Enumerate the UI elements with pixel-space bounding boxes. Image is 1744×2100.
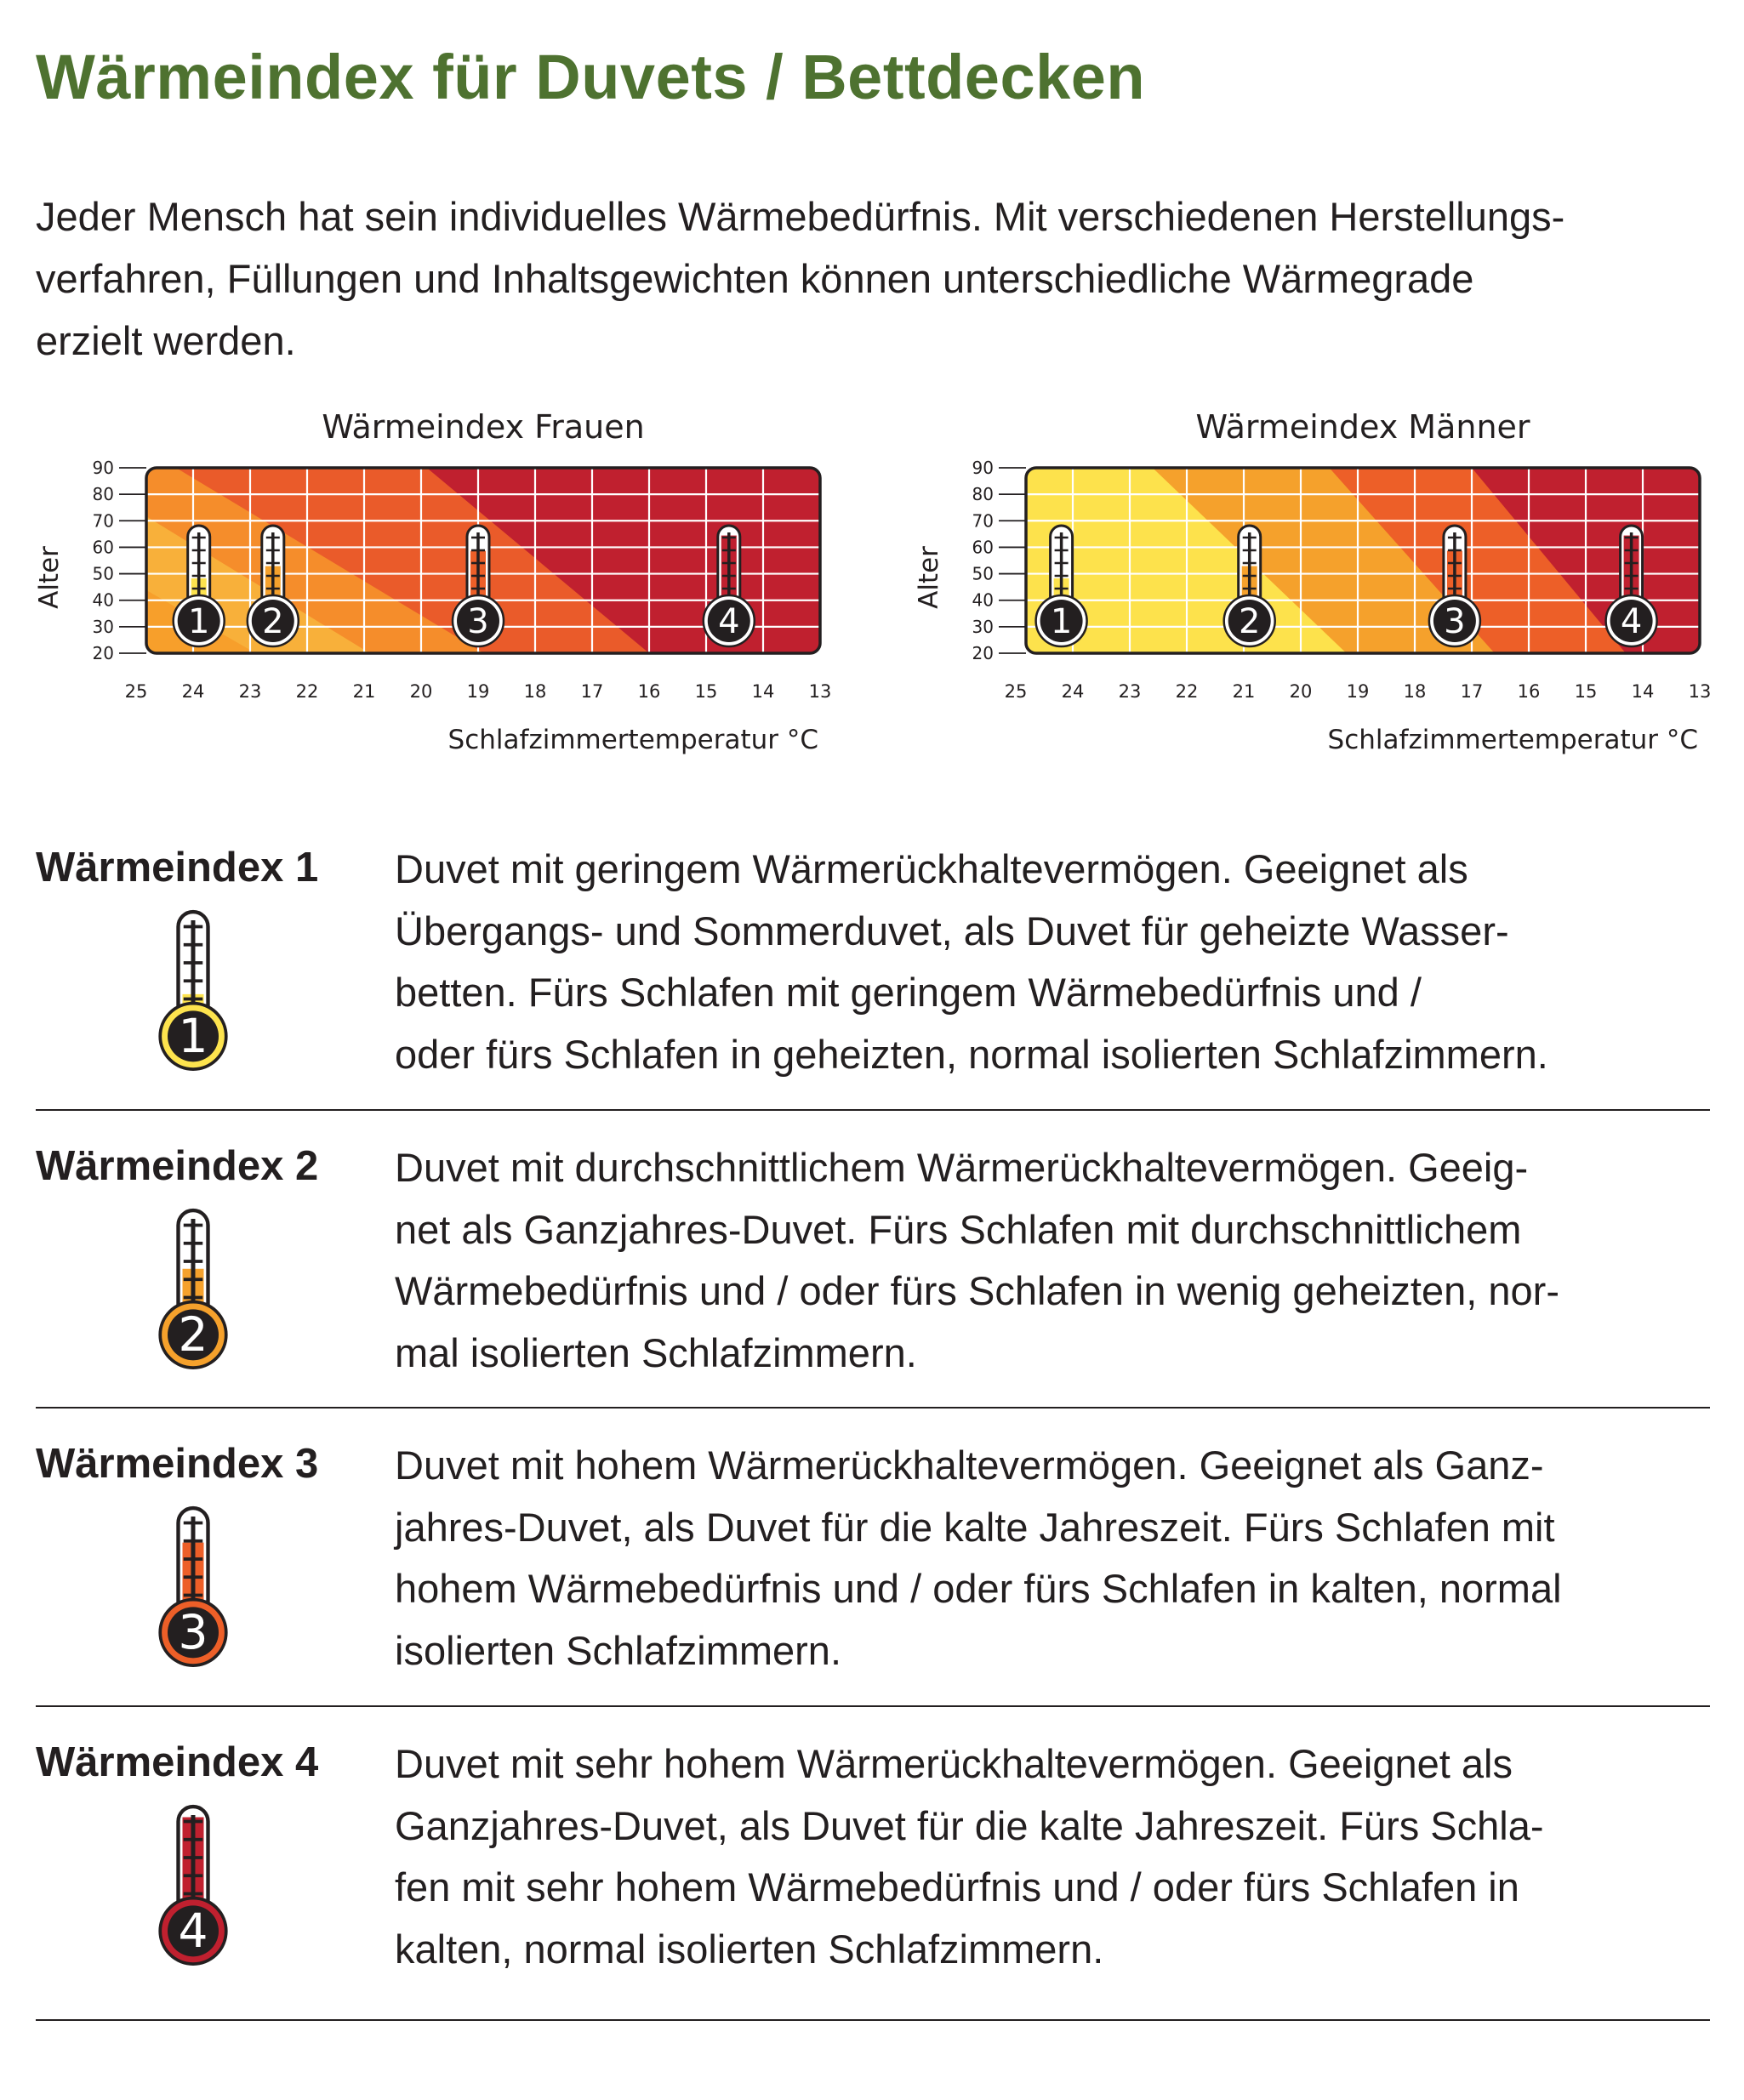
intro-line: erzielt werden. — [36, 318, 296, 363]
x-tick-label: 20 — [409, 681, 433, 702]
x-tick-label: 15 — [694, 681, 718, 702]
thermometer-number: 4 — [178, 1904, 208, 1959]
description-line: fen mit sehr hohem Wärmebedürfnis und / oder fürs Schlafen in — [395, 1864, 1519, 1909]
index-entry-description — [395, 1733, 1739, 1980]
description-line: Duvet mit sehr hohem Wärmerückhaltevermögen. Geeignet als — [395, 1741, 1513, 1786]
description-line: Ganzjahres-Duvet, als Duvet für die kalte Jahreszeit. Fürs Schla- — [395, 1802, 1544, 1848]
description-line: net als Ganzjahres-Duvet. Fürs Schlafen mit durchschnittlichem — [395, 1206, 1522, 1252]
y-tick-label: 80 — [92, 484, 114, 505]
y-axis-label: Alter — [914, 546, 944, 609]
index-entry-title: Wärmeindex 1 — [36, 845, 319, 891]
page-title: Wärmeindex für Duvets / Bettdecken — [36, 42, 1146, 112]
x-tick-label: 16 — [637, 681, 661, 702]
thermometer-number: 3 — [178, 1605, 208, 1660]
y-tick-label: 50 — [92, 563, 114, 584]
x-tick-label: 24 — [1061, 681, 1085, 702]
y-tick-label: 20 — [92, 643, 114, 663]
x-tick-label: 13 — [1688, 681, 1712, 702]
marker-number: 3 — [1444, 602, 1466, 641]
description-line: hohem Wärmebedürfnis und / oder fürs Schlafen in kalten, normal — [395, 1566, 1562, 1611]
x-tick-label: 23 — [1118, 681, 1142, 702]
marker-number: 4 — [1620, 602, 1643, 641]
description-line: mal isolierten Schlafzimmern. — [395, 1329, 917, 1375]
x-tick-label: 16 — [1517, 681, 1541, 702]
marker-number: 1 — [1050, 602, 1073, 641]
x-tick-label: 21 — [352, 681, 376, 702]
x-tick-label: 24 — [181, 681, 205, 702]
chart-title: Wärmeindex Männer — [1195, 408, 1530, 446]
description-line: betten. Fürs Schlafen mit geringem Wärmebedürfnis und / — [395, 970, 1422, 1015]
x-tick-label: 23 — [238, 681, 262, 702]
y-tick-label: 90 — [972, 458, 994, 478]
x-tick-label: 18 — [523, 681, 547, 702]
thermometer-2 — [160, 1210, 226, 1368]
x-tick-label: 17 — [1460, 681, 1484, 702]
intro-paragraph — [36, 185, 1720, 372]
y-tick-label: 20 — [972, 643, 994, 663]
x-tick-label: 25 — [1004, 681, 1028, 702]
y-tick-label: 60 — [92, 537, 114, 558]
y-tick-label: 30 — [92, 616, 114, 637]
chart-waermeindex-frauen — [26, 400, 842, 774]
description-line: isolierten Schlafzimmern. — [395, 1627, 842, 1673]
intro-line: Jeder Mensch hat sein individuelles Wärmebedürfnis. Mit verschiedenen Herstellungs- — [36, 194, 1565, 239]
chart-waermeindex-maenner — [905, 400, 1722, 774]
description-line: jahres-Duvet, als Duvet für die kalte Jahreszeit. Fürs Schlafen mit — [395, 1504, 1555, 1550]
marker-number: 1 — [187, 602, 210, 641]
y-tick-label: 70 — [972, 510, 994, 532]
y-tick-label: 80 — [972, 484, 994, 505]
intro-line: verfahren, Füllungen und Inhaltsgewichten können unterschiedliche Wärmegrade — [36, 256, 1474, 301]
thermometer-icon — [146, 1801, 240, 1980]
thermometer-icon — [146, 1503, 240, 1682]
description-line: kalten, normal isolierten Schlafzimmern. — [395, 1926, 1104, 1972]
index-entry-description — [395, 1435, 1739, 1682]
marker-number: 3 — [467, 602, 489, 641]
x-tick-label: 17 — [580, 681, 604, 702]
y-tick-label: 30 — [972, 616, 994, 637]
divider — [36, 2019, 1710, 2021]
marker-number: 2 — [1238, 602, 1261, 641]
y-tick-label: 50 — [972, 563, 994, 584]
y-axis-label: Alter — [34, 546, 65, 609]
x-tick-label: 22 — [1175, 681, 1199, 702]
x-tick-label: 20 — [1289, 681, 1313, 702]
x-tick-label: 21 — [1232, 681, 1256, 702]
x-tick-label: 19 — [466, 681, 490, 702]
thermometer-3 — [160, 1508, 226, 1665]
description-line: Übergangs- und Sommerduvet, als Duvet für geheizte Wasser- — [395, 908, 1509, 953]
divider — [36, 1705, 1710, 1707]
description-line: Duvet mit geringem Wärmerückhaltevermögen. Geeignet als — [395, 846, 1468, 891]
x-tick-label: 25 — [124, 681, 148, 702]
y-tick-label: 70 — [92, 510, 114, 532]
x-tick-label: 19 — [1346, 681, 1370, 702]
index-entry-title: Wärmeindex 3 — [36, 1441, 319, 1487]
x-tick-label: 22 — [295, 681, 319, 702]
thermometer-icon — [146, 1205, 240, 1384]
index-entry-description — [395, 1137, 1739, 1384]
chart-title: Wärmeindex Frauen — [322, 408, 645, 446]
thermometer-4 — [160, 1807, 226, 1964]
x-tick-label: 14 — [751, 681, 775, 702]
divider — [36, 1109, 1710, 1111]
index-entry-title: Wärmeindex 4 — [36, 1739, 319, 1785]
index-entry-title: Wärmeindex 2 — [36, 1143, 319, 1189]
y-tick-label: 40 — [92, 589, 114, 611]
x-tick-label: 14 — [1631, 681, 1655, 702]
x-tick-label: 15 — [1574, 681, 1598, 702]
marker-number: 4 — [718, 602, 740, 641]
description-line: oder fürs Schlafen in geheizten, normal isolierten Schlafzimmern. — [395, 1031, 1548, 1077]
y-tick-label: 40 — [972, 589, 994, 611]
x-axis-label: Schlafzimmertemperatur °C — [447, 725, 818, 755]
description-line: Wärmebedürfnis und / oder fürs Schlafen in wenig geheizten, nor- — [395, 1268, 1559, 1313]
description-line: Duvet mit durchschnittlichem Wärmerückhaltevermögen. Geeig- — [395, 1145, 1529, 1190]
thermometer-number: 2 — [178, 1307, 208, 1363]
y-tick-label: 60 — [972, 537, 994, 558]
marker-number: 2 — [262, 602, 284, 641]
description-line: Duvet mit hohem Wärmerückhaltevermögen. Geeignet als Ganz- — [395, 1443, 1544, 1488]
index-entry-description — [395, 839, 1739, 1085]
x-axis-label: Schlafzimmertemperatur °C — [1327, 725, 1698, 755]
x-tick-label: 13 — [808, 681, 832, 702]
thermometer-1 — [160, 912, 226, 1069]
y-tick-label: 90 — [92, 458, 114, 478]
thermometer-number: 1 — [178, 1009, 208, 1064]
x-tick-label: 18 — [1403, 681, 1427, 702]
thermometer-icon — [146, 907, 240, 1085]
divider — [36, 1407, 1710, 1409]
